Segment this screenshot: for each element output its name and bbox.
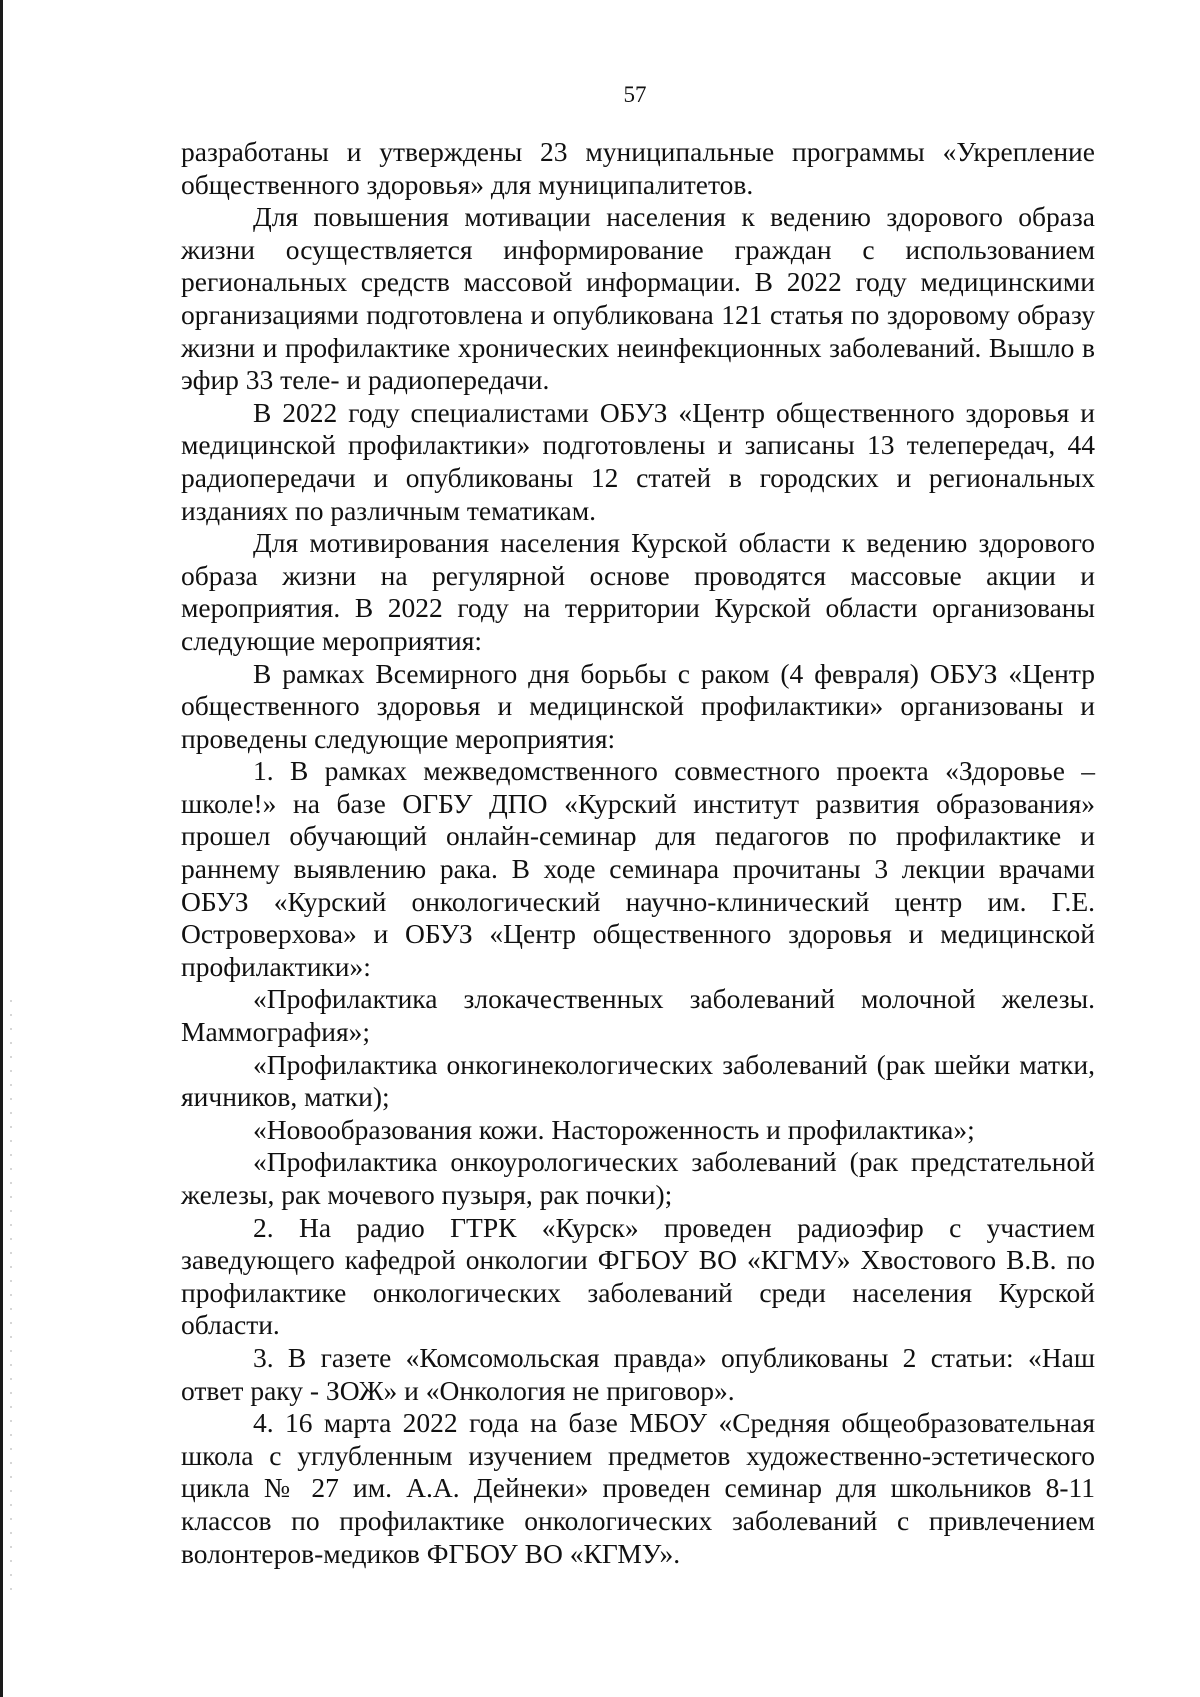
- lecture-title-gynecology: «Профилактика онкогинекологических заболеваний (рак шейки матки, яичников, матки);: [181, 1048, 1095, 1113]
- list-item-4-school-seminar: 4. 16 марта 2022 года на базе МБОУ «Средняя общеобразовательная школа с углубленным изучением предметов художественно-эстетического цикла № 27 им. А.А. Дейнеки» проведен семинар для школьников 8-11 классов по профилактике онкологических заболеваний с привлечением волонтеров-медиков ФГБОУ ВО «КГМУ».: [181, 1407, 1095, 1569]
- lecture-title-skin: «Новообразования кожи. Настороженность и профилактика»;: [253, 1113, 975, 1145]
- list-item-1-seminar: 1. В рамках межведомственного совместного проекта «Здоровье – школе!» на базе ОГБУ ДПО «Курский институт развития образования» прошел обучающий онлайн-семинар для педагогов по профилактике и раннему выявлению рака. В ходе семинара прочитаны 3 лекции врачами ОБУЗ «Курский онкологический научно-клинический центр им. Г.Е. Островерхова» и ОБУЗ «Центр общественного здоровья и медицинской профилактики»:: [181, 755, 1095, 982]
- paragraph-media-information: Для повышения мотивации населения к ведению здорового образа жизни осуществляется информирование граждан с использованием региональных средств массовой информации. В 2022 году медицинскими организациями подготовлена и опубликована 121 статья по здоровому образу жизни и профилактике хронических неинфекционных заболеваний. Вышло в эфир 33 теле- и радиопередачи.: [181, 201, 1095, 396]
- lecture-title-urology: «Профилактика онкоурологических заболеваний (рак предстательной железы, рак мочевого пузыря, рак почки);: [181, 1146, 1095, 1210]
- page-number: 57: [623, 82, 647, 107]
- list-item-3-newspaper: 3. В газете «Комсомольская правда» опубликованы 2 статьи: «Наш ответ раку - ЗОЖ» и «Онкология не приговор».: [181, 1341, 1095, 1406]
- paragraph-world-cancer-day: В рамках Всемирного дня борьбы с раком (4 февраля) ОБУЗ «Центр общественного здоровья и медицинской профилактики» организованы и проведены следующие мероприятия:: [181, 657, 1095, 754]
- scan-left-edge: [0, 0, 3, 1697]
- scan-artifact-dots: [10, 1000, 12, 1600]
- list-item-2-radio: 2. На радио ГТРК «Курск» проведен радиоэфир с участием заведующего кафедрой онкологии ФГБОУ ВО «КГМУ» Хвостового В.В. по профилактике онкологических заболеваний среди населения Курской области.: [181, 1211, 1095, 1341]
- paragraph-continuation: разработаны и утверждены 23 муниципальные программы «Укрепление общественного здоровья» для муниципалитетов.: [181, 136, 1095, 200]
- paragraph-mass-events: Для мотивирования населения Курской области к ведению здорового образа жизни на регулярной основе проводятся массовые акции и мероприятия. В 2022 году на территории Курской области организованы следующие мероприятия:: [181, 527, 1095, 656]
- paragraph-center-broadcasts: В 2022 году специалистами ОБУЗ «Центр общественного здоровья и медицинской профилактики» подготовлены и записаны 13 телепередач, 44 радиопередачи и опубликованы 12 статей в городских и региональных изданиях по различным тематикам.: [181, 396, 1095, 526]
- document-body: [181, 136, 1095, 1570]
- lecture-title-breast: «Профилактика злокачественных заболеваний молочной железы. Маммография»;: [181, 983, 1095, 1048]
